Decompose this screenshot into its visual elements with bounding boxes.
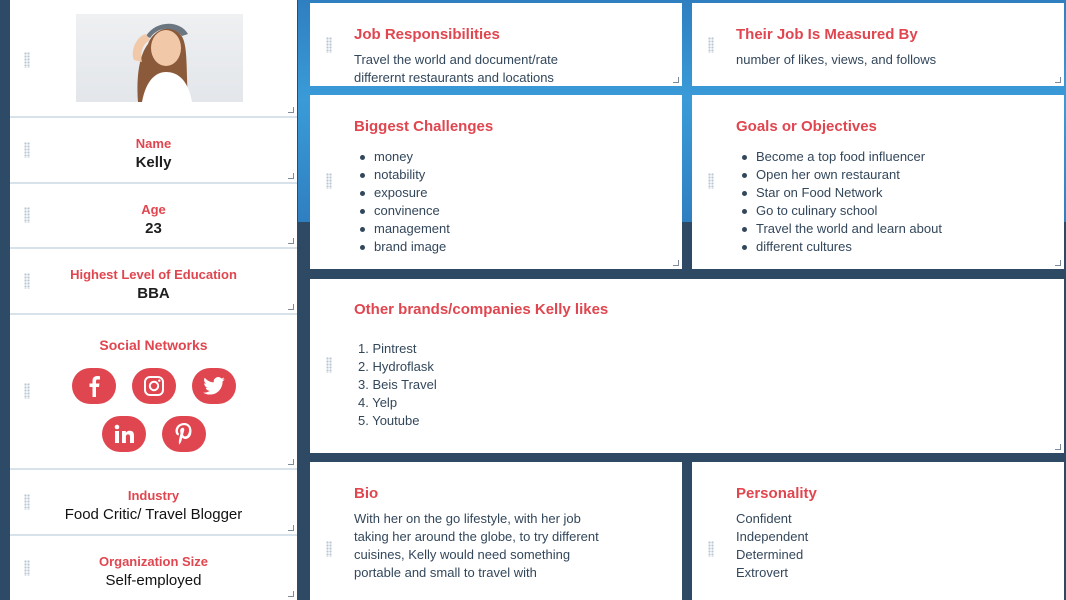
- goals-card[interactable]: [692, 95, 1064, 269]
- resize-icon[interactable]: [1055, 260, 1061, 266]
- job-responsibilities-line: Travel the world and document/rate: [354, 52, 559, 67]
- age-value: 23: [145, 220, 162, 237]
- measured-by-card[interactable]: [692, 3, 1064, 86]
- goals-list: [736, 148, 942, 256]
- organization-size-label: Organization Size: [98, 554, 209, 569]
- resize-icon[interactable]: [673, 260, 679, 266]
- list-item: 2. Hydroflask: [358, 359, 434, 374]
- card-title: Biggest Challenges: [354, 118, 494, 135]
- list-item: Travel the world and learn about: [736, 220, 942, 238]
- drag-handle-icon[interactable]: [24, 52, 30, 68]
- list-item: 3. Beis Travel: [358, 377, 437, 392]
- personality-item: Determined: [736, 547, 804, 562]
- name-value: Kelly: [135, 154, 172, 171]
- resize-icon[interactable]: [673, 77, 679, 83]
- resize-icon[interactable]: [1055, 77, 1061, 83]
- bio-card[interactable]: [310, 462, 682, 600]
- resize-icon[interactable]: [288, 173, 294, 179]
- profile-photo: [76, 14, 243, 102]
- facebook-icon[interactable]: [72, 368, 116, 404]
- list-item: Open her own restaurant: [736, 166, 942, 184]
- list-item: money: [354, 148, 450, 166]
- drag-handle-icon[interactable]: [326, 37, 332, 53]
- profile-column: [10, 0, 297, 600]
- card-title: Job Responsibilities: [354, 26, 500, 43]
- list-item: convinence: [354, 202, 450, 220]
- bio-line: portable and small to travel with: [354, 565, 537, 580]
- resize-icon[interactable]: [288, 591, 294, 597]
- list-item: 1. Pintrest: [358, 341, 417, 356]
- drag-handle-icon[interactable]: [708, 173, 714, 189]
- instagram-icon[interactable]: [132, 368, 176, 404]
- bio-line: With her on the go lifestyle, with her job: [354, 511, 581, 526]
- social-label: Social Networks: [99, 337, 208, 353]
- brands-card[interactable]: [310, 279, 1064, 453]
- industry-label: Industry: [127, 488, 180, 503]
- card-title: Their Job Is Measured By: [736, 26, 918, 43]
- brands-list: [354, 340, 437, 430]
- personality-item: Extrovert: [736, 565, 789, 580]
- industry-card[interactable]: [10, 470, 297, 534]
- list-item: Go to culinary school: [736, 202, 942, 220]
- list-item: Star on Food Network: [736, 184, 942, 202]
- personality-item: Independent: [736, 529, 809, 544]
- linkedin-icon[interactable]: [102, 416, 146, 452]
- education-value: BBA: [137, 285, 170, 302]
- job-responsibilities-line: differernt restaurants and locations: [354, 70, 554, 85]
- list-item: exposure: [354, 184, 450, 202]
- challenges-list: [354, 148, 450, 256]
- list-item: 5. Youtube: [358, 413, 420, 428]
- name-card[interactable]: [10, 118, 297, 182]
- list-item-continuation: different cultures: [736, 238, 942, 256]
- drag-handle-icon[interactable]: [326, 541, 332, 557]
- list-item: Become a top food influencer: [736, 148, 942, 166]
- personality-card[interactable]: [692, 462, 1064, 600]
- name-label: Name: [135, 136, 172, 151]
- resize-icon[interactable]: [288, 107, 294, 113]
- drag-handle-icon[interactable]: [708, 37, 714, 53]
- organization-size-card[interactable]: [10, 536, 297, 600]
- resize-icon[interactable]: [288, 459, 294, 465]
- challenges-card[interactable]: [310, 95, 682, 269]
- drag-handle-icon[interactable]: [326, 357, 332, 373]
- drag-handle-icon[interactable]: [708, 541, 714, 557]
- resize-icon[interactable]: [288, 525, 294, 531]
- organization-size-value: Self-employed: [105, 572, 202, 589]
- age-label: Age: [141, 202, 166, 217]
- resize-icon[interactable]: [1055, 444, 1061, 450]
- card-title: Goals or Objectives: [736, 118, 877, 135]
- education-card[interactable]: [10, 249, 297, 313]
- pinterest-icon[interactable]: [162, 416, 206, 452]
- list-item: management: [354, 220, 450, 238]
- list-item: brand image: [354, 238, 450, 256]
- drag-handle-icon[interactable]: [326, 173, 332, 189]
- measured-by-text: number of likes, views, and follows: [736, 52, 937, 67]
- personality-item: Confident: [736, 511, 792, 526]
- job-responsibilities-card[interactable]: [310, 3, 682, 86]
- photo-card[interactable]: [10, 0, 297, 116]
- education-label: Highest Level of Education: [70, 267, 237, 282]
- card-title: Bio: [354, 485, 379, 502]
- social-card[interactable]: [10, 315, 297, 468]
- bio-line: taking her around the globe, to try different: [354, 529, 599, 544]
- bio-line: cuisines, Kelly would need something: [354, 547, 571, 562]
- twitter-icon[interactable]: [192, 368, 236, 404]
- age-card[interactable]: [10, 184, 297, 247]
- resize-icon[interactable]: [288, 304, 294, 310]
- list-item: notability: [354, 166, 450, 184]
- card-title: Personality: [736, 485, 817, 502]
- list-item: 4. Yelp: [358, 395, 398, 410]
- industry-value: Food Critic/ Travel Blogger: [64, 506, 243, 523]
- card-title: Other brands/companies Kelly likes: [354, 301, 609, 318]
- resize-icon[interactable]: [288, 238, 294, 244]
